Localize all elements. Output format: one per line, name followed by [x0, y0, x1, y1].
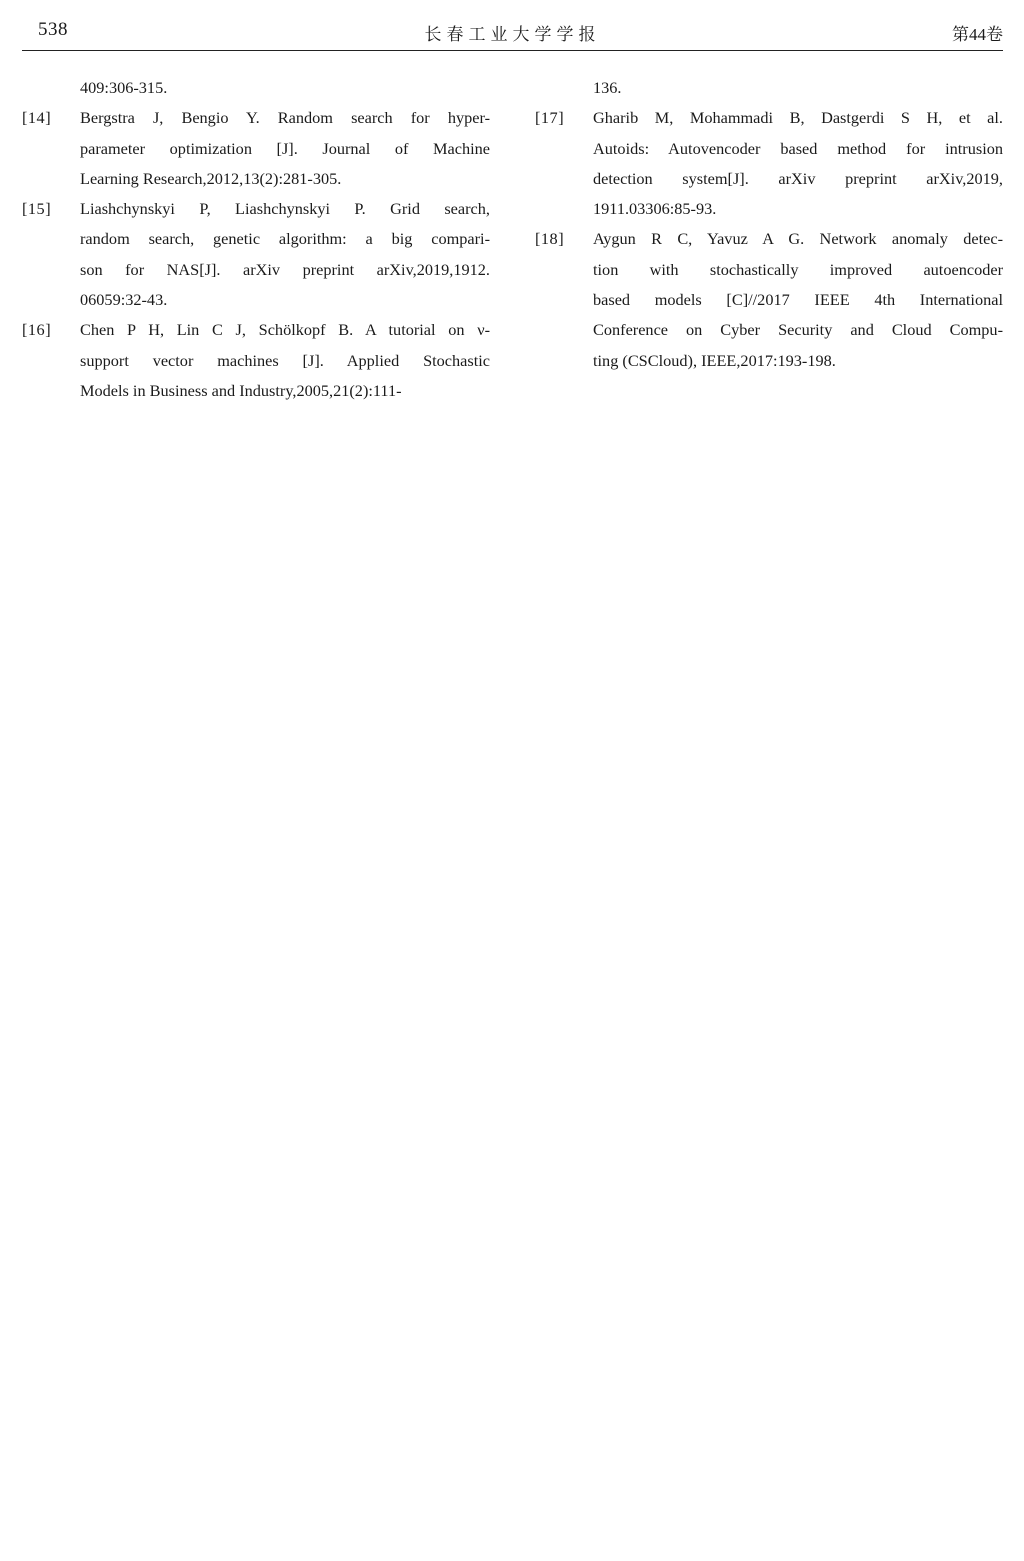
reference-line: son for NAS[J]. arXiv preprint arXiv,2019,1912.	[80, 259, 490, 279]
reference-line: Chen P H, Lin C J, Schölkopf B. A tutorial on ν-	[80, 320, 490, 340]
reference-number: [15]	[22, 199, 52, 219]
journal-title: 长春工业大学学报	[424, 25, 601, 44]
reference-line: support vector machines [J]. Applied Stochastic	[80, 350, 490, 370]
reference-14	[22, 103, 490, 194]
reference-line: Autoids: Autovencoder based method for intrusion	[593, 138, 1003, 158]
reference-line: Conference on Cyber Security and Cloud Compu-	[593, 320, 1003, 340]
reference-line: parameter optimization [J]. Journal of Machine	[80, 138, 490, 158]
reference-18	[535, 224, 1003, 375]
reference-line: ting (CSCloud), IEEE,2017:193-198.	[593, 350, 836, 370]
reference-line: tion with stochastically improved autoencoder	[593, 259, 1003, 279]
reference-continuation	[22, 73, 490, 103]
reference-line: Bergstra J, Bengio Y. Random search for hyper-	[80, 108, 490, 128]
reference-line: Gharib M, Mohammadi B, Dastgerdi S H, et al.	[593, 108, 1003, 128]
reference-line: based models [C]//2017 IEEE 4th International	[593, 290, 1003, 310]
reference-number: [18]	[535, 229, 565, 249]
reference-continuation	[535, 73, 1003, 103]
reference-number: [14]	[22, 108, 52, 128]
reference-line: detection system[J]. arXiv preprint arXiv,2019,	[593, 168, 1003, 188]
volume-label: 第44卷	[952, 25, 1003, 44]
reference-line: 1911.03306:85-93.	[593, 199, 717, 219]
reference-line: Aygun R C, Yavuz A G. Network anomaly detec-	[593, 229, 1003, 249]
left-column	[22, 73, 490, 406]
reference-line: random search, genetic algorithm: a big compari-	[80, 229, 490, 249]
reference-line: Models in Business and Industry,2005,21(2):111-	[80, 380, 402, 400]
reference-line: Learning Research,2012,13(2):281-305.	[80, 168, 342, 188]
running-header	[22, 14, 1003, 51]
reference-17	[535, 103, 1003, 224]
reference-number: [17]	[535, 108, 565, 128]
reference-line: 409:306-315.	[80, 78, 168, 97]
reference-number: [16]	[22, 320, 52, 340]
page-number: 538	[38, 19, 68, 40]
reference-line: 06059:32-43.	[80, 290, 168, 310]
reference-line: 136.	[593, 78, 622, 97]
reference-16	[22, 315, 490, 406]
reference-line: Liashchynskyi P, Liashchynskyi P. Grid search,	[80, 199, 490, 219]
right-column	[535, 73, 1003, 376]
reference-15	[22, 194, 490, 315]
